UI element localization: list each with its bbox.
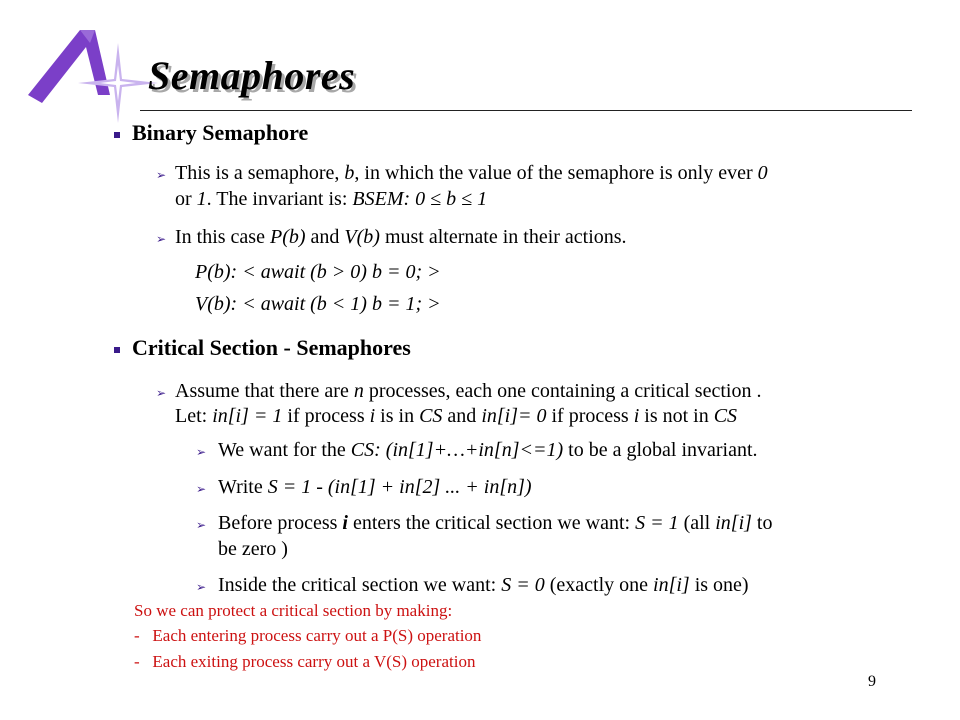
text-line: Before process i enters the critical section we want: S = 1 (all in[i] to xyxy=(218,512,773,534)
section-heading-binary-semaphore: Binary Semaphore xyxy=(132,120,309,145)
arrow-bullet-icon: ➢ xyxy=(156,386,167,400)
note-line: So we can protect a critical section by making: xyxy=(134,601,453,620)
text-line: Let: in[i] = 1 if process i is in CS and in[i]= 0 if process i is not in CS xyxy=(175,405,738,427)
square-bullet-icon xyxy=(114,347,120,353)
square-bullet-icon xyxy=(114,132,120,138)
text-line: Inside the critical section we want: S = 0 (exactly one in[i] is one) xyxy=(218,574,749,596)
code-line-p: P(b): < await (b > 0) b = 0; > xyxy=(195,261,441,283)
arrow-bullet-icon: ➢ xyxy=(156,232,167,246)
text-line: This is a semaphore, b, in which the value of the semaphore is only ever 0 xyxy=(175,162,768,184)
page-number: 9 xyxy=(868,673,876,690)
arrow-bullet-icon: ➢ xyxy=(196,445,207,459)
note-line: - Each entering process carry out a P(S) operation xyxy=(134,626,482,645)
arrow-bullet-icon: ➢ xyxy=(196,518,207,532)
slide-title: Semaphores xyxy=(148,53,356,98)
arrow-bullet-icon: ➢ xyxy=(156,168,167,182)
section-heading-critical-section: Critical Section - Semaphores xyxy=(132,335,411,360)
text-line: be zero ) xyxy=(218,538,288,560)
text-line: or 1. The invariant is: BSEM: 0 ≤ b ≤ 1 xyxy=(175,188,488,210)
text-line: Write S = 1 - (in[1] + in[2] ... + in[n]) xyxy=(218,476,532,498)
text-line: Assume that there are n processes, each one containing a critical section . xyxy=(175,380,762,402)
arrow-bullet-icon: ➢ xyxy=(196,580,207,594)
code-line-v: V(b): < await (b < 1) b = 1; > xyxy=(195,293,441,315)
text-line: In this case P(b) and V(b) must alternate in their actions. xyxy=(175,226,627,248)
text-line: We want for the CS: (in[1]+…+in[n]<=1) to be a global invariant. xyxy=(218,439,758,461)
note-line: - Each exiting process carry out a V(S) operation xyxy=(134,652,476,671)
arrow-bullet-icon: ➢ xyxy=(196,482,207,496)
title-divider xyxy=(140,110,912,111)
